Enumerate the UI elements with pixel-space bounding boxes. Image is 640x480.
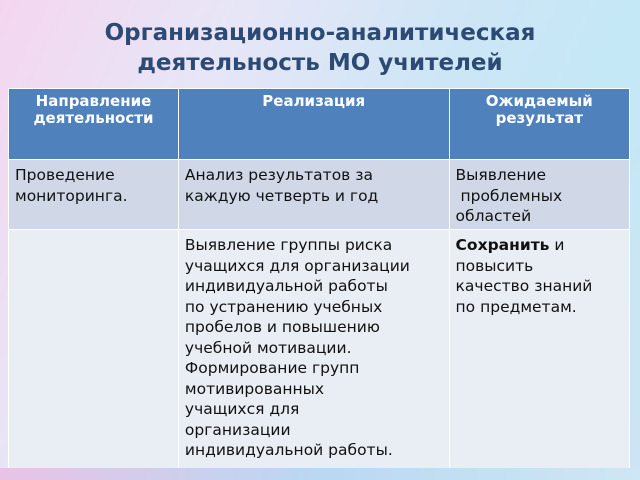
header-result bbox=[449, 89, 629, 160]
impl2-line-6: учебной мотивации. bbox=[184, 338, 352, 357]
table-row bbox=[9, 160, 630, 230]
cell-direction-empty bbox=[9, 230, 179, 472]
result2-line-4: по предметам. bbox=[455, 297, 577, 316]
header-direction-line-1: Направление bbox=[35, 92, 152, 110]
impl2-line-5: пробелов и повышению bbox=[184, 318, 380, 336]
header-result-line-2: результат bbox=[495, 109, 583, 127]
impl2-line-11: индивидуальной работы. bbox=[184, 441, 393, 459]
result-line-1: Выявление bbox=[455, 166, 547, 184]
result-line-2: проблемных bbox=[455, 186, 563, 205]
impl2-line-10: организации bbox=[184, 420, 291, 439]
direction-line-1: Проведение bbox=[15, 166, 115, 184]
impl2-line-2: учащихся для организации bbox=[184, 256, 410, 275]
impl2-line-8: мотивированных bbox=[184, 379, 325, 398]
direction-line-2: мониторинга. bbox=[15, 186, 128, 205]
impl2-line-1: Выявление группы риска bbox=[184, 236, 393, 254]
impl2-line-3: индивидуальной работы bbox=[184, 277, 388, 295]
cell-implementation-analysis bbox=[178, 160, 449, 230]
result-conjunction: и bbox=[549, 236, 565, 254]
header-implementation bbox=[178, 89, 449, 160]
slide-title bbox=[20, 18, 620, 78]
header-result-line-1: Ожидаемый bbox=[485, 92, 593, 110]
cell-direction-monitoring bbox=[9, 160, 179, 230]
impl2-line-7: Формирование групп bbox=[184, 359, 360, 377]
bottom-decor-band bbox=[0, 468, 640, 480]
impl2-line-4: по устранению учебных bbox=[184, 297, 383, 316]
result2-line-2: повысить bbox=[455, 256, 534, 275]
result-line-3: областей bbox=[455, 207, 532, 225]
table-row bbox=[9, 230, 630, 472]
header-direction-line-2: деятельности bbox=[33, 109, 154, 127]
title-line-2: деятельность МО учителей bbox=[137, 50, 503, 76]
implementation-line-2: каждую четверть и год bbox=[184, 186, 379, 205]
activity-table bbox=[8, 88, 630, 472]
cell-result-quality bbox=[449, 230, 629, 472]
header-implementation-text: Реализация bbox=[262, 92, 366, 110]
title-line-1: Организационно-аналитическая bbox=[104, 20, 536, 46]
table-header-row bbox=[9, 89, 630, 160]
cell-implementation-risk-group bbox=[178, 230, 449, 472]
cell-result-problem-areas bbox=[449, 160, 629, 230]
result2-line-3: качество знаний bbox=[455, 277, 593, 295]
header-direction bbox=[9, 89, 179, 160]
implementation-line-1: Анализ результатов за bbox=[184, 166, 373, 184]
result2-line-1 bbox=[456, 235, 623, 256]
impl2-line-9: учащихся для bbox=[184, 400, 300, 418]
result-keyword-preserve: Сохранить bbox=[455, 236, 550, 254]
